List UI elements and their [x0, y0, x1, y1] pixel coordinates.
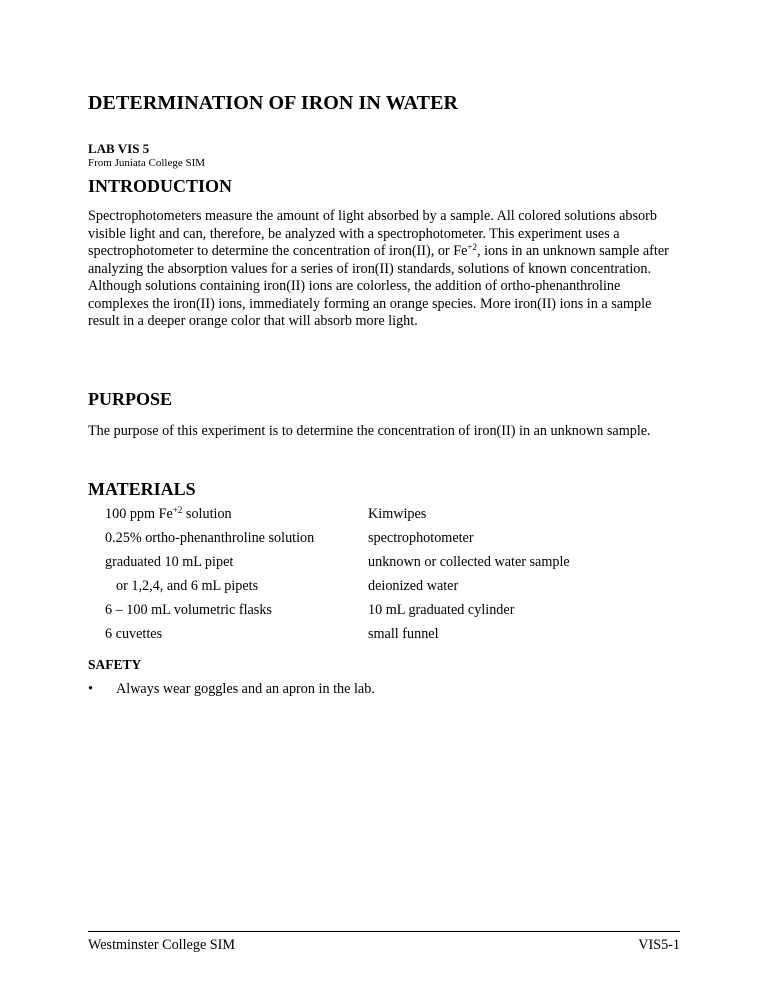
footer-institution: Westminster College SIM: [88, 937, 236, 953]
material-item: deionized water: [368, 578, 459, 594]
purpose-heading: PURPOSE: [88, 389, 173, 409]
material-item: 6 – 100 mL volumetric flasks: [105, 602, 272, 618]
purpose-paragraph: The purpose of this experiment is to determine the concentration of iron(II) in an unknown sample.: [88, 423, 651, 439]
materials-heading: MATERIALS: [88, 479, 196, 499]
document-title: DETERMINATION OF IRON IN WATER: [88, 92, 459, 114]
source-line: From Juniata College SIM: [88, 157, 206, 169]
bullet-icon: •: [88, 681, 93, 697]
material-fe-text: 100 ppm Fe: [105, 506, 173, 522]
material-item: [105, 505, 232, 523]
intro-text-part1: Spectrophotometers measure the amount of light absorbed by a sample. All colored solutions absorb visible light and can, therefore, be analyzed with a spectrophotometer. This experiment uses a spectrophotometer to determine the concentration of iron(II), or Fe: [88, 208, 657, 259]
material-item: 6 cuvettes: [105, 626, 163, 642]
material-item: or 1,2,4, and 6 mL pipets: [116, 578, 259, 594]
safety-bullet-text: Always wear goggles and an apron in the lab.: [116, 681, 375, 697]
footer-page-number: VIS5-1: [638, 937, 680, 953]
material-item: small funnel: [368, 626, 439, 642]
intro-text-part2: , ions in an unknown sample after analyzing the absorption values for a series of iron(II) standards, solutions of known concentration. Although solutions containing iron(II) ions are colorless, the addition of ortho-phenanthroline complexes the iron(II) ions, immediately forming an orange species. More iron(II) ions in a sample result in a deeper orange color that will absorb more light.: [88, 243, 669, 329]
fe-charge-superscript: +2: [467, 242, 477, 252]
lab-id: LAB VIS 5: [88, 141, 150, 156]
footer-divider: [88, 931, 680, 932]
material-item: unknown or collected water sample: [368, 554, 570, 570]
material-item: 0.25% ortho-phenanthroline solution: [105, 530, 315, 546]
material-item: graduated 10 mL pipet: [105, 554, 234, 570]
material-item: spectrophotometer: [368, 530, 474, 546]
material-fe-suffix: solution: [182, 506, 232, 522]
safety-heading: SAFETY: [88, 657, 142, 672]
material-fe-superscript: +2: [172, 505, 183, 515]
material-item: 10 mL graduated cylinder: [368, 602, 515, 618]
introduction-paragraph: [88, 208, 680, 331]
introduction-heading: INTRODUCTION: [88, 176, 233, 196]
material-item: Kimwipes: [368, 506, 427, 522]
